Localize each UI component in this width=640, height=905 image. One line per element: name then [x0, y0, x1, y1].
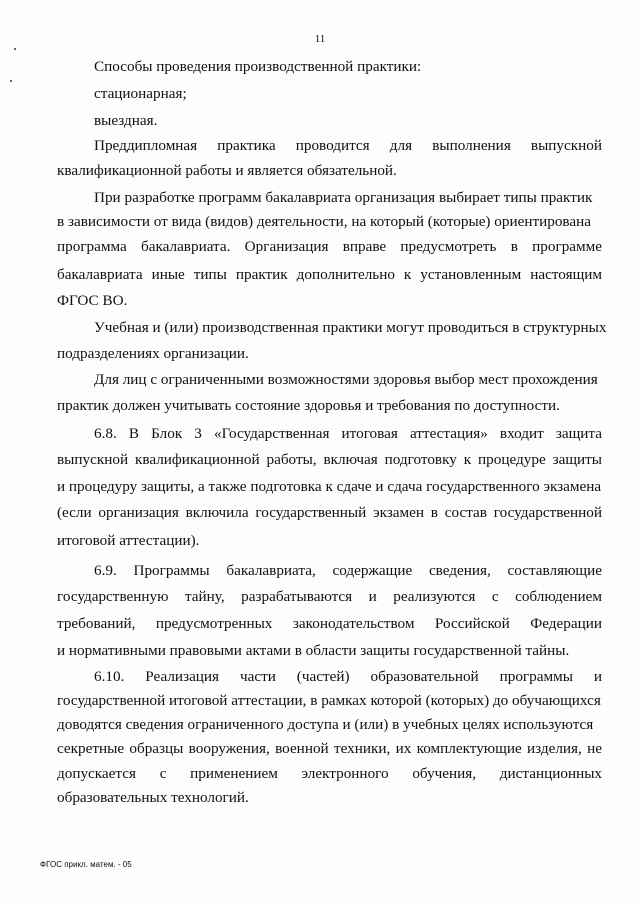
- paragraph-line: (если организация включила государственный экзамен в состав государственной: [57, 504, 602, 521]
- paragraph-line: Преддипломная практика проводится для выполнения выпускной: [94, 137, 602, 154]
- paragraph-line: программа бакалавриата. Организация вправе предусмотреть в программе: [57, 238, 602, 255]
- paragraph-line: 6.8. В Блок 3 «Государственная итоговая аттестация» входит защита: [94, 425, 602, 442]
- paragraph-line: выпускной квалификационной работы, включая подготовку к процедуре защиты: [57, 451, 602, 468]
- paragraph-line: доводятся сведения ограниченного доступа и (или) в учебных целях используются: [57, 716, 594, 733]
- paragraph-line: Учебная и (или) производственная практики могут проводиться в структурных: [94, 319, 607, 336]
- scan-speck: [10, 80, 12, 82]
- paragraph-line: требований, предусмотренных законодательством Российской Федерации: [57, 615, 602, 632]
- paragraph-line: бакалавриата иные типы практик дополнительно к установленным настоящим: [57, 266, 602, 283]
- paragraph-line: Для лиц с ограниченными возможностями здоровья выбор мест прохождения: [94, 371, 598, 388]
- paragraph-line: подразделениях организации.: [57, 345, 249, 362]
- paragraph-line: и нормативными правовыми актами в области защиты государственной тайны.: [57, 642, 570, 659]
- scan-speck: [14, 48, 16, 50]
- paragraph-line: 6.10. Реализация части (частей) образовательной программы и: [94, 668, 602, 685]
- paragraph-line: стационарная;: [94, 85, 187, 102]
- page-number: 11: [314, 33, 326, 45]
- paragraph-line: Способы проведения производственной практики:: [94, 58, 422, 75]
- paragraph-line: итоговой аттестации).: [57, 532, 200, 549]
- page-footer: ФГОС прикл. матем. - 05: [40, 860, 132, 869]
- paragraph-line: секретные образцы вооружения, военной техники, их комплектующие изделия, не: [57, 740, 602, 757]
- paragraph-line: в зависимости от вида (видов) деятельности, на который (которые) ориентирована: [57, 213, 592, 230]
- paragraph-line: и процедуру защиты, а также подготовка к сдаче и сдача государственного экзамена: [57, 478, 602, 495]
- paragraph-line: допускается с применением электронного обучения, дистанционных: [57, 765, 602, 782]
- paragraph-line: государственную тайну, разрабатываются и реализуются с соблюдением: [57, 588, 602, 605]
- paragraph-line: 6.9. Программы бакалавриата, содержащие сведения, составляющие: [94, 562, 602, 579]
- paragraph-line: выездная.: [94, 112, 158, 129]
- paragraph-line: государственной итоговой аттестации, в рамках которой (которых) до обучающихся: [57, 692, 601, 709]
- paragraph-line: При разработке программ бакалавриата организация выбирает типы практик: [94, 189, 593, 206]
- paragraph-line: квалификационной работы и является обязательной.: [57, 162, 397, 179]
- paragraph-line: ФГОС ВО.: [57, 292, 128, 309]
- paragraph-line: практик должен учитывать состояние здоровья и требования по доступности.: [57, 397, 560, 414]
- paragraph-line: образовательных технологий.: [57, 789, 249, 806]
